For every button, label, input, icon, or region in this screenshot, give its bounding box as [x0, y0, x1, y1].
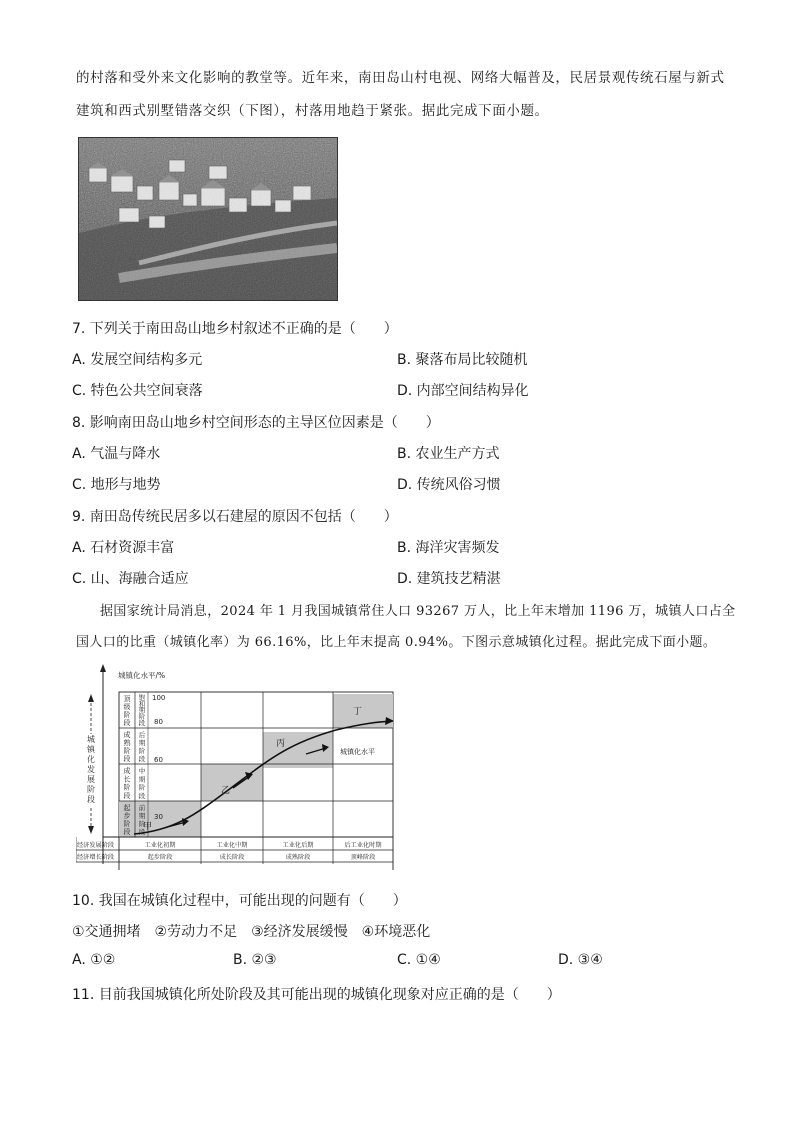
question-10-option-b[interactable]: B. ②③ — [233, 952, 277, 968]
growth-cell-2: 成长阶段 — [219, 854, 245, 861]
question-10-items: ①交通拥堵 ②劳动力不足 ③经济发展缓慢 ④环境恶化 — [72, 924, 431, 940]
curve-label: 城镇化水平 — [340, 748, 375, 756]
zone-yi-fill — [201, 764, 263, 801]
question-8-option-c[interactable]: C. 地形与地势 — [72, 477, 161, 493]
zone-label-ding: 丁 — [353, 707, 363, 717]
intro-line-2: 建筑和西式别墅错落交织（下图），村落用地趋于紧张。据此完成下面小题。 — [76, 103, 549, 119]
question-9-stem: 9. 南田岛传统民居多以石建屋的原因不包括（ ） — [72, 509, 398, 525]
sub-stage-label-1: 饱和期阶段 — [138, 693, 146, 727]
question-9-option-d[interactable]: D. 建筑技艺精湛 — [397, 571, 501, 587]
question-7-option-d[interactable]: D. 内部空间结构异化 — [397, 383, 529, 399]
passage-2-line-2: 国人口的比重（城镇化率）为 66.16%，比上年末提高 0.94%。下图示意城镇化过程。据此完成下面小题。 — [76, 635, 717, 650]
question-9-option-b[interactable]: B. 海洋灾害频发 — [397, 540, 500, 556]
zone-label-bing: 丙 — [276, 739, 286, 749]
y-tick-60: 60 — [154, 756, 163, 764]
stage-label-3: 成长阶段 — [123, 767, 131, 800]
question-7-option-a[interactable]: A. 发展空间结构多元 — [72, 352, 203, 368]
stage-label-1: 顶级阶段 — [123, 694, 131, 727]
stage-label-4: 起步阶段 — [123, 803, 131, 836]
zone-ding-fill — [333, 694, 393, 728]
question-8-option-d[interactable]: D. 传统风俗习惯 — [397, 477, 501, 493]
growth-cell-1: 起步阶段 — [147, 854, 173, 861]
question-8-option-a[interactable]: A. 气温与降水 — [72, 446, 161, 462]
y-tick-100: 100 — [152, 694, 166, 702]
question-10-option-a[interactable]: A. ①② — [72, 952, 116, 968]
question-11-stem: 11. 目前我国城镇化所处阶段及其可能出现的城镇化现象对应正确的是（ ） — [72, 987, 561, 1003]
intro-line-1: 的村落和受外来文化影响的教堂等。近年来，南田岛山村电视、网络大幅普及，民居景观传统石屋与新式 — [76, 70, 725, 86]
question-7-option-b[interactable]: B. 聚落布局比较随机 — [397, 352, 528, 368]
growth-cell-4: 顶峰阶段 — [350, 854, 376, 861]
economy-cell-3: 工业化后期 — [282, 842, 314, 849]
sub-stage-label-2: 后期阶段 — [138, 730, 146, 763]
row-growth-title: 经济增长阶段 — [77, 854, 115, 861]
urbanization-diagram — [76, 664, 424, 870]
economy-cell-2: 工业化中期 — [216, 842, 248, 849]
left-axis-label: 城镇化发展阶段 — [87, 735, 95, 804]
zone-bing-fill — [263, 732, 333, 768]
zone-label-jia: 甲 — [143, 822, 153, 832]
row-economy-title: 经济发展阶段 — [77, 842, 115, 849]
passage-2-line-1: 据国家统计局消息，2024 年 1 月我国城镇常住人口 93267 万人，比上年末增加 1196 万，城镇人口占全 — [100, 604, 736, 619]
stage-label-2: 成熟阶段 — [123, 730, 131, 763]
growth-cell-3: 成熟阶段 — [285, 854, 311, 861]
y-axis-title: 城镇化水平/% — [118, 671, 166, 680]
sub-stage-label-4: 前期阶段 — [138, 803, 146, 836]
economy-cell-4: 后工业化时期 — [344, 842, 382, 849]
y-tick-30: 30 — [154, 813, 163, 821]
question-10-stem: 10. 我国在城镇化过程中，可能出现的问题有（ ） — [72, 893, 407, 909]
zone-label-yi: 乙 — [221, 786, 231, 796]
sub-stage-label-3: 中期阶段 — [138, 767, 146, 800]
question-8-option-b[interactable]: B. 农业生产方式 — [397, 446, 500, 462]
village-aerial-photo — [78, 137, 338, 301]
question-9-option-a[interactable]: A. 石材资源丰富 — [72, 540, 175, 556]
economy-cell-1: 工业化初期 — [144, 842, 176, 849]
question-10-option-d[interactable]: D. ③④ — [558, 952, 603, 968]
question-9-option-c[interactable]: C. 山、海融合适应 — [72, 571, 189, 587]
question-10-option-c[interactable]: C. ①④ — [397, 952, 441, 968]
y-axis-arrow — [100, 664, 106, 672]
y-tick-80: 80 — [154, 718, 163, 726]
question-7-stem: 7. 下列关于南田岛山地乡村叙述不正确的是（ ） — [72, 321, 398, 337]
question-7-option-c[interactable]: C. 特色公共空间衰落 — [72, 383, 203, 399]
question-8-stem: 8. 影响南田岛山地乡村空间形态的主导区位因素是（ ） — [72, 415, 440, 431]
